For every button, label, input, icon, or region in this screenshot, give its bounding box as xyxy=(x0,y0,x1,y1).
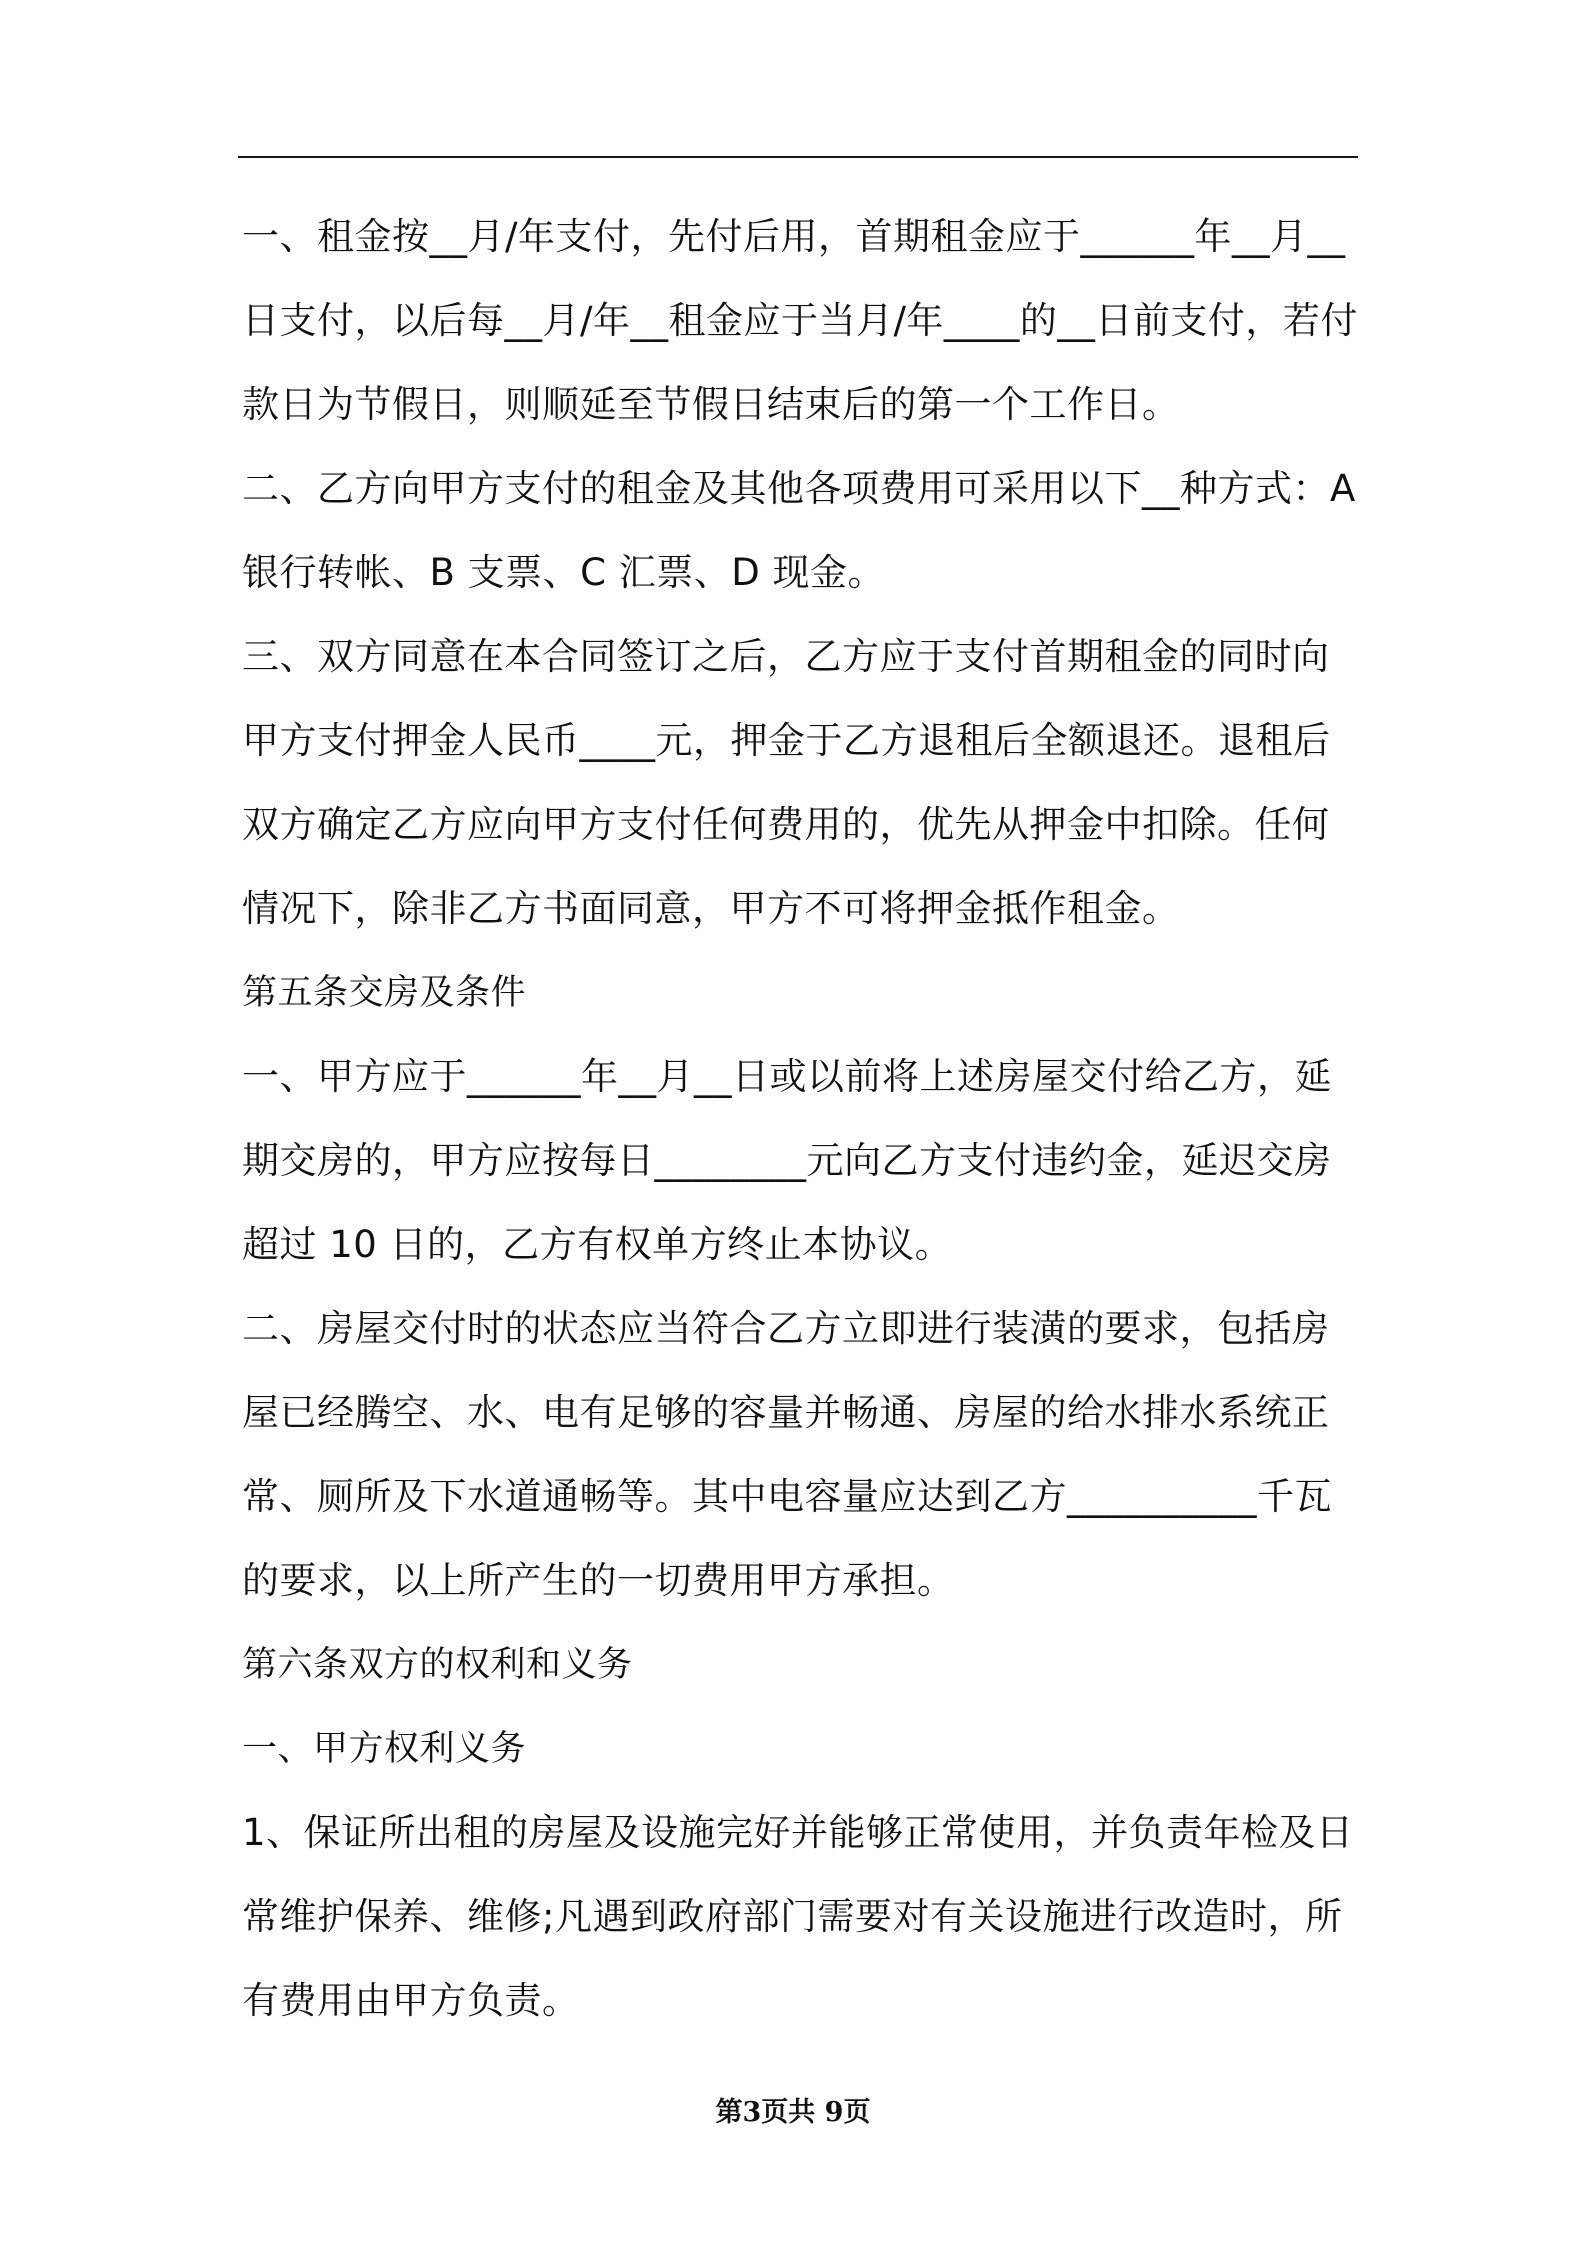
section-heading-article-5: 第五条交房及条件 xyxy=(242,973,527,1013)
section-heading-article-6: 第六条双方的权利和义务 xyxy=(242,1645,633,1685)
paragraph-deposit: 三、双方同意在本合同签订之后，乙方应于支付首期租金的同时向甲方支付押金人民币____元，押金于乙方退租后全额退还。退租后双方确定乙方应向甲方支付任何费用的，优先从押金中扣除。任何情况下，除非乙方书面同意，甲方不可将押金抵作租金。 xyxy=(242,635,1331,930)
paragraph-rent-payment: 一、租金按__月/年支付，先付后用，首期租金应于______年__月__日支付，以后每__月/年__租金应于当月/年____的__日前支付，若付款日为节假日，则顺延至节假日结束后的第一个工作日。 xyxy=(242,215,1358,426)
paragraph-handover-date: 一、甲方应于______年__月__日或以前将上述房屋交付给乙方，延期交房的，甲方应按每日________元向乙方支付违约金，延迟交房超过 10 日的，乙方有权单方终止本协议。 xyxy=(242,1055,1332,1266)
subsection-heading-party-a: 一、甲方权利义务 xyxy=(242,1729,527,1769)
paragraph-handover-condition: 二、房屋交付时的状态应当符合乙方立即进行装潢的要求，包括房屋已经腾空、水、电有足够的容量并畅通、房屋的给水排水系统正常、厕所及下水道通畅等。其中电容量应达到乙方__________千瓦的要求，以上所产生的一切费用甲方承担。 xyxy=(242,1307,1332,1602)
page-number-footer: 第3页共 9页 xyxy=(715,2097,871,2128)
header-rule xyxy=(238,156,1358,158)
document-body xyxy=(242,195,1366,2043)
paragraph-payment-methods: 二、乙方向甲方支付的租金及其他各项费用可采用以下__种方式：A银行转帐、B 支票、C 汇票、D 现金。 xyxy=(242,467,1356,594)
paragraph-party-a-duty-1: 1、保证所出租的房屋及设施完好并能够正常使用，并负责年检及日常维护保养、维修;凡遇到政府部门需要对有关设施进行改造时，所有费用由甲方负责。 xyxy=(242,1811,1354,2022)
